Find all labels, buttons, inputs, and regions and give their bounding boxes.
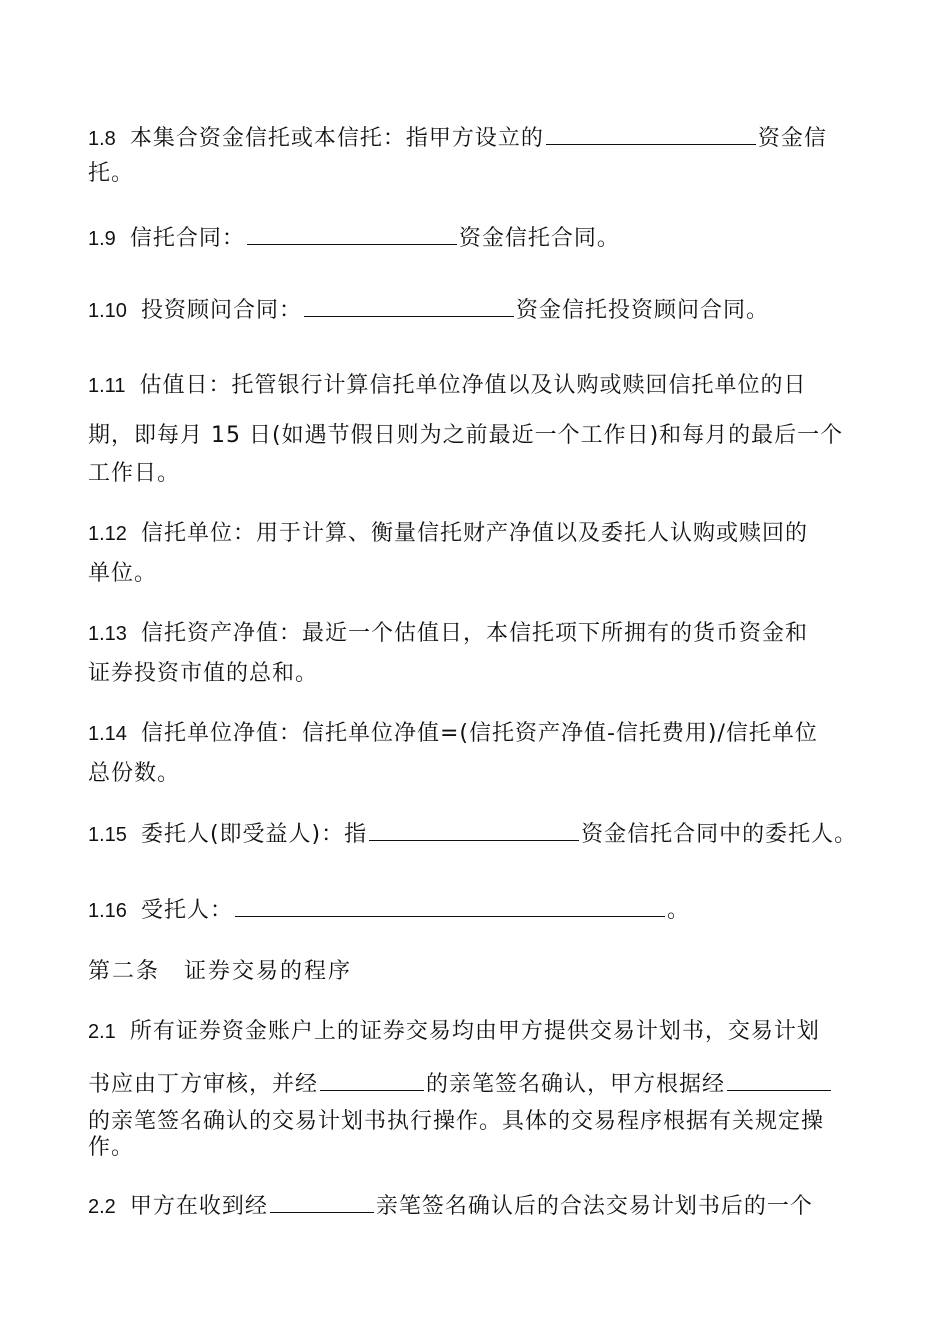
clause-1-11-line-2 [88,422,843,450]
clause-1-9 [88,224,620,253]
clause-2-1-line-4 [88,1134,134,1162]
clause-2-1-line-2 [88,1070,833,1099]
clause-text: 单位。 [88,561,158,586]
clause-1-15 [88,820,857,849]
clause-1-8-line-1 [88,124,827,153]
blank-field [247,224,457,245]
clause-text: 信托单位净值：信托单位净值=(信托资产净值-信托费用)/信托单位 [140,721,818,746]
clause-2-1-line-3 [88,1108,824,1136]
clause-text: 信托单位：用于计算、衡量信托财产净值以及委托人认购或赎回的 [140,521,808,546]
clause-1-10 [88,296,769,325]
blank-field [270,1192,374,1213]
section-heading: 第二条 证券交易的程序 [88,959,353,984]
clause-text: 书应由丁方审核，并经 [88,1072,319,1097]
clause-1-14-line-2 [88,760,180,788]
clause-text: 亲笔签名确认后的合法交易计划书后的一个 [375,1194,813,1219]
clause-number: 1.13 [88,623,127,645]
clause-text: 的亲笔签名确认的交易计划书执行操作。具体的交易程序根据有关规定操 [88,1109,825,1134]
blank-field [320,1070,424,1091]
clause-1-11-line-1 [88,372,806,400]
clause-text: 总份数。 [88,761,181,786]
clause-text: 托。 [88,161,135,186]
clause-number: 2.1 [88,1021,116,1043]
clause-text: 资金信托投资顾问合同。 [515,298,769,323]
clause-number: 1.9 [88,228,116,250]
clause-text: 估值日：托管银行计算信托单位净值以及认购或赎回信托单位的日 [139,373,807,398]
clause-text: 资金信托合同中的委托人。 [581,822,858,847]
clause-text: 受托人： [140,898,233,923]
clause-1-13-line-1 [88,620,808,648]
clause-text: 所有证券资金账户上的证券交易均由甲方提供交易计划书，交易计划 [129,1019,820,1044]
clause-text: 的亲笔签名确认，甲方根据经 [426,1072,726,1097]
blank-field [304,296,514,317]
clause-text: 信托资产净值：最近一个估值日，本信托项下所拥有的货币资金和 [140,621,808,646]
clause-text: 本集合资金信托或本信托：指甲方设立的 [129,126,544,151]
blank-field [727,1070,831,1091]
clause-1-14-line-1 [88,720,818,748]
clause-text: 作。 [88,1135,135,1160]
clause-number: 2.2 [88,1196,116,1218]
clause-1-12-line-2 [88,560,157,588]
clause-number: 1.16 [88,900,127,922]
clause-1-11-line-3 [88,460,180,488]
clause-text: 甲方在收到经 [129,1194,268,1219]
blank-field [369,820,579,841]
clause-text: 证券投资市值的总和。 [88,661,319,686]
clause-number: 1.14 [88,723,127,745]
clause-2-1-line-1 [88,1018,820,1046]
blank-field [235,896,665,917]
clause-number: 1.8 [88,128,116,150]
blank-field [546,124,756,145]
clause-number: 1.11 [88,375,126,397]
clause-text: 资金信 [757,126,827,151]
clause-text: 信托合同： [129,226,245,251]
clause-text: 期，即每月 15 日(如遇节假日则为之前最近一个工作日)和每月的最后一个 [88,423,844,448]
clause-text: 。 [666,898,690,923]
clause-text: 投资顾问合同： [140,298,302,323]
clause-1-8-line-2 [88,160,134,188]
clause-text: 委托人(即受益人)：指 [140,822,368,847]
clause-number: 1.15 [88,824,127,846]
clause-text: 工作日。 [88,461,181,486]
clause-2-2 [88,1192,813,1221]
clause-1-13-line-2 [88,660,318,688]
clause-text: 资金信托合同。 [458,226,620,251]
clause-number: 1.10 [88,300,127,322]
clause-number: 1.12 [88,523,127,545]
clause-1-12-line-1 [88,520,808,548]
article-2-heading [88,958,352,986]
clause-1-16 [88,896,690,925]
